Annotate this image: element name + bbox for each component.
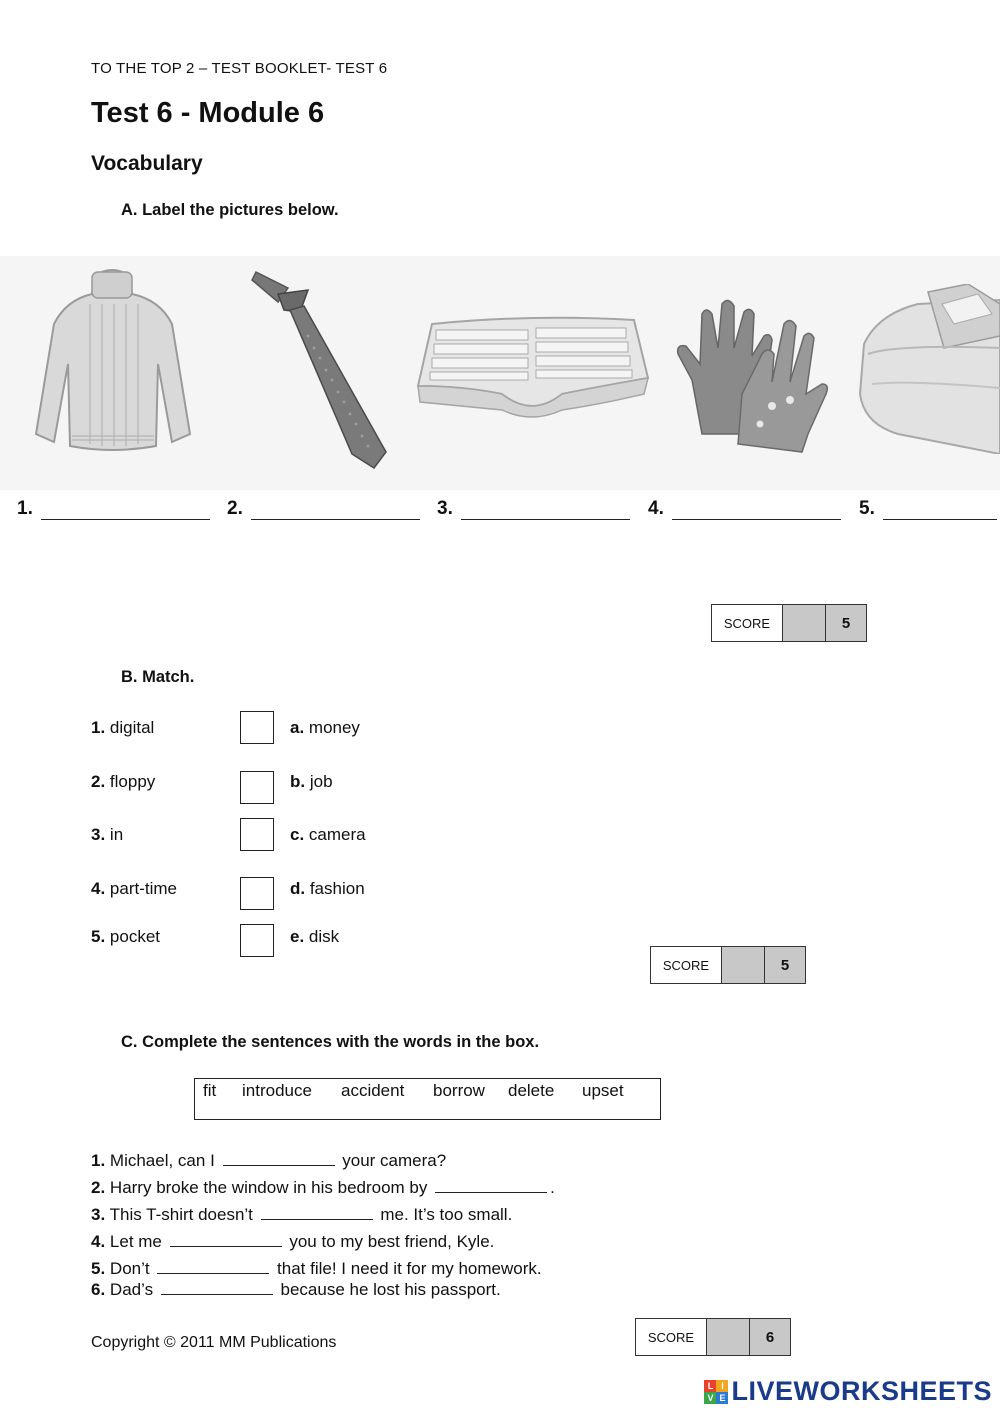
score-input[interactable] — [722, 947, 765, 983]
score-input[interactable] — [783, 605, 826, 641]
sentence-blank-1[interactable] — [223, 1148, 335, 1166]
booklet-header: TO THE TOP 2 – TEST BOOKLET- TEST 6 — [91, 60, 388, 77]
word-introduce: introduce — [242, 1081, 312, 1100]
score-label: SCORE — [651, 947, 722, 983]
printer-icon — [858, 284, 1000, 454]
word-box — [194, 1078, 661, 1120]
word-accident: accident — [341, 1081, 405, 1100]
match-right-a: a. money — [290, 718, 360, 737]
part-c-instruction: C. Complete the sentences with the words in the box. — [121, 1033, 540, 1051]
sentence-5: 5. Don’t that file! I need it for my homework. — [91, 1256, 542, 1279]
sentence-blank-4[interactable] — [170, 1229, 282, 1247]
answer-line-3[interactable] — [461, 499, 630, 520]
picture-label-5: 5. — [859, 498, 997, 520]
score-label: SCORE — [712, 605, 783, 641]
score-box-a — [711, 604, 867, 642]
answer-line-4[interactable] — [672, 499, 841, 520]
keyboard-icon — [412, 314, 652, 420]
match-right-e: e. disk — [290, 927, 340, 946]
page-title: Test 6 - Module 6 — [91, 97, 325, 129]
score-box-c — [635, 1318, 791, 1356]
sentence-2: 2. Harry broke the window in his bedroom by . — [91, 1175, 555, 1198]
match-right-d: d. fashion — [290, 879, 365, 898]
score-box-b — [650, 946, 806, 984]
word-fit: fit — [203, 1081, 217, 1100]
sentence-blank-3[interactable] — [261, 1202, 373, 1220]
sentence-blank-6[interactable] — [161, 1277, 273, 1295]
liveworksheets-brand: LIVEWORKSHEETS — [731, 1376, 992, 1406]
tie-icon — [248, 266, 393, 471]
answer-line-2[interactable] — [251, 499, 420, 520]
picture-label-4: 4. — [648, 498, 841, 520]
picture-label-2: 2. — [227, 498, 420, 520]
score-input[interactable] — [707, 1319, 750, 1355]
sentence-blank-5[interactable] — [157, 1256, 269, 1274]
word-upset: upset — [582, 1081, 624, 1100]
word-borrow: borrow — [433, 1081, 485, 1100]
picture-label-3: 3. — [437, 498, 630, 520]
sentence-blank-2[interactable] — [435, 1175, 547, 1193]
score-total: 6 — [750, 1319, 790, 1355]
match-left-1: 1. digital — [91, 718, 155, 737]
sweater-icon — [32, 264, 194, 454]
match-left-4: 4. part-time — [91, 879, 177, 898]
match-left-3: 3. in — [91, 825, 124, 844]
liveworksheets-logo-icon: L I V E — [704, 1380, 728, 1404]
match-answer-box-2[interactable] — [240, 771, 274, 804]
sentence-1: 1. Michael, can I your camera? — [91, 1148, 446, 1171]
part-b-instruction: B. Match. — [121, 668, 195, 686]
match-right-c: c. camera — [290, 825, 366, 844]
section-heading: Vocabulary — [91, 152, 203, 175]
answer-line-1[interactable] — [41, 499, 210, 520]
gloves-icon — [672, 284, 832, 454]
liveworksheets-watermark — [704, 1376, 992, 1407]
score-total: 5 — [826, 605, 866, 641]
copyright: Copyright © 2011 MM Publications — [91, 1334, 337, 1351]
sentence-6: 6. Dad’s because he lost his passport. — [91, 1277, 501, 1300]
sentence-4: 4. Let me you to my best friend, Kyle. — [91, 1229, 494, 1252]
match-answer-box-3[interactable] — [240, 818, 274, 851]
match-left-2: 2. floppy — [91, 772, 156, 791]
picture-label-row — [0, 498, 1000, 528]
word-delete: delete — [508, 1081, 555, 1100]
picture-label-1: 1. — [17, 498, 210, 520]
match-answer-box-5[interactable] — [240, 924, 274, 957]
answer-line-5[interactable] — [883, 499, 997, 520]
sentence-3: 3. This T-shirt doesn’t me. It’s too small. — [91, 1202, 512, 1225]
match-right-b: b. job — [290, 772, 333, 791]
match-answer-box-4[interactable] — [240, 877, 274, 910]
score-total: 5 — [765, 947, 805, 983]
match-left-5: 5. pocket — [91, 927, 160, 946]
picture-strip — [0, 256, 1000, 490]
part-a-instruction: A. Label the pictures below. — [121, 201, 339, 219]
score-label: SCORE — [636, 1319, 707, 1355]
match-answer-box-1[interactable] — [240, 711, 274, 744]
